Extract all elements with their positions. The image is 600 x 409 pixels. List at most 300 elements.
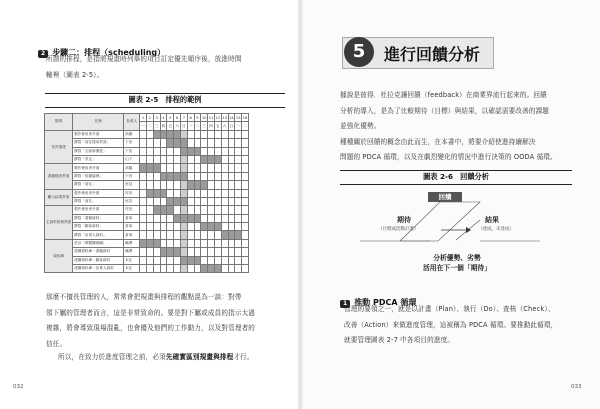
- day-cell: [221, 172, 228, 180]
- day-cell: [153, 248, 160, 256]
- day-cell: [167, 147, 174, 155]
- day-number-header: 11: [208, 114, 215, 122]
- day-cell: [214, 147, 221, 155]
- schedule-bar-cell: [180, 172, 187, 180]
- day-cell: [208, 172, 215, 180]
- schedule-bar-cell: [180, 197, 187, 205]
- day-cell: [194, 239, 201, 247]
- day-cell: [242, 130, 249, 138]
- day-cell: [242, 181, 249, 189]
- day-number-header: 16: [242, 114, 249, 122]
- task-cell: 撰寫「顧客資料」: [73, 223, 124, 231]
- day-cell: [187, 265, 194, 273]
- table-row: [45, 265, 249, 273]
- day-cell: [235, 189, 242, 197]
- task-cell: 設計（實體關係圖）: [73, 239, 124, 247]
- task-cell: 建構資料庫－顧客資料: [73, 256, 124, 264]
- day-cell: [174, 147, 181, 155]
- weekday-header: 六: [221, 122, 228, 130]
- day-cell: [180, 248, 187, 256]
- task-cell: 撰寫「前往」: [73, 181, 124, 189]
- day-cell: [214, 206, 221, 214]
- text-line: 信任。: [46, 339, 67, 348]
- day-cell: [208, 214, 215, 222]
- table-row: [45, 239, 249, 247]
- day-cell: [194, 164, 201, 172]
- schedule-bar-cell: [153, 239, 160, 247]
- day-cell: [201, 214, 208, 222]
- category-cell: 書籍搜尋頁面: [45, 164, 73, 189]
- day-cell: [194, 265, 201, 273]
- day-cell: [160, 147, 167, 155]
- table-row: [45, 147, 249, 155]
- task-cell: 建構資料庫－負責人資料: [73, 265, 124, 273]
- day-cell: [153, 231, 160, 239]
- day-cell: [174, 155, 181, 163]
- day-cell: [228, 155, 235, 163]
- day-cell: [153, 147, 160, 155]
- day-cell: [228, 223, 235, 231]
- day-number-header: 15: [235, 114, 242, 122]
- day-cell: [214, 256, 221, 264]
- day-cell: [187, 130, 194, 138]
- day-cell: [214, 139, 221, 147]
- day-cell: [140, 248, 147, 256]
- table-title-rule: [45, 107, 285, 108]
- day-number-header: 3: [153, 114, 160, 122]
- day-cell: [221, 197, 228, 205]
- schedule-bar-cell: [167, 197, 174, 205]
- day-cell: [140, 130, 147, 138]
- owner-cell: 村田: [124, 206, 140, 214]
- schedule-bar-cell: [153, 206, 160, 214]
- section-number-badge: 1: [340, 300, 350, 308]
- body-paragraph: [344, 302, 584, 349]
- weekday-header: 五: [214, 122, 221, 130]
- day-cell: [187, 223, 194, 231]
- day-cell: [153, 139, 160, 147]
- day-cell: [194, 231, 201, 239]
- schedule-bar-cell: [146, 239, 153, 247]
- category-cell: 主資料管理頁面: [45, 206, 73, 240]
- owner-cell: 下田: [124, 139, 140, 147]
- book-spine: [297, 0, 303, 409]
- day-cell: [214, 172, 221, 180]
- table-row: [45, 248, 249, 256]
- day-cell: [235, 265, 242, 273]
- day-cell: [167, 155, 174, 163]
- schedule-bar-cell: [194, 214, 201, 222]
- day-cell: [160, 181, 167, 189]
- day-cell: [167, 181, 174, 189]
- day-cell: [214, 248, 221, 256]
- day-cell: [208, 248, 215, 256]
- day-cell: [228, 206, 235, 214]
- day-cell: [180, 239, 187, 247]
- day-cell: [208, 231, 215, 239]
- day-cell: [140, 223, 147, 231]
- day-cell: [146, 155, 153, 163]
- owner-cell: 賴澤: [124, 239, 140, 247]
- day-cell: [214, 181, 221, 189]
- schedule-bar-cell: [180, 256, 187, 264]
- task-cell: 撰寫「前往搜尋頁面」: [73, 139, 124, 147]
- schedule-bar-cell: [146, 189, 153, 197]
- day-cell: [174, 265, 181, 273]
- table-row: [45, 172, 249, 180]
- day-cell: [140, 181, 147, 189]
- weekday-header: 二: [146, 122, 153, 130]
- day-cell: [201, 206, 208, 214]
- expectation-sub-label: （目標或活動計畫）: [378, 227, 419, 232]
- day-number-header: 2: [146, 114, 153, 122]
- table-row: [45, 214, 249, 222]
- day-cell: [242, 164, 249, 172]
- day-cell: [214, 214, 221, 222]
- schedule-bar-cell: [140, 239, 147, 247]
- schedule-bar-cell: [187, 256, 194, 264]
- day-cell: [160, 223, 167, 231]
- day-cell: [235, 130, 242, 138]
- day-cell: [235, 206, 242, 214]
- day-cell: [242, 147, 249, 155]
- day-cell: [208, 206, 215, 214]
- owner-cell: 山下: [124, 155, 140, 163]
- owner-cell: 倉塚: [124, 223, 140, 231]
- day-cell: [235, 164, 242, 172]
- schedule-bar-cell: [201, 155, 208, 163]
- intro-paragraph: [46, 52, 281, 83]
- day-cell: [160, 214, 167, 222]
- day-cell: [221, 256, 228, 264]
- day-cell: [180, 164, 187, 172]
- day-cell: [160, 231, 167, 239]
- day-cell: [228, 139, 235, 147]
- day-cell: [221, 223, 228, 231]
- day-cell: [201, 189, 208, 197]
- schedule-bar-cell: [167, 172, 174, 180]
- day-cell: [187, 172, 194, 180]
- owner-cell: 倉塚: [124, 214, 140, 222]
- diagram-parallelogram: [400, 202, 480, 241]
- text-line: 並強化優勢。: [340, 122, 381, 130]
- day-cell: [235, 172, 242, 180]
- schedule-bar-cell: [167, 206, 174, 214]
- day-cell: [140, 197, 147, 205]
- day-cell: [153, 172, 160, 180]
- day-number-header: 14: [228, 114, 235, 122]
- day-cell: [167, 223, 174, 231]
- figure-title-rule: [340, 184, 572, 185]
- schedule-bar-cell: [160, 172, 167, 180]
- weekday-header: 六: [174, 122, 181, 130]
- day-cell: [242, 248, 249, 256]
- column-header-category: 類別: [45, 114, 73, 131]
- column-header-task: 任務: [73, 114, 124, 131]
- owner-cell: 里見: [124, 181, 140, 189]
- text-line: 據說是彼得．杜拉克讓回饋（feedback）在商業界流行起來的。回饋: [340, 91, 547, 99]
- day-cell: [180, 189, 187, 197]
- task-cell: 撰寫「全面新優惠」: [73, 147, 124, 155]
- category-cell: 資料庫: [45, 239, 73, 273]
- schedule-bar-cell: [201, 181, 208, 189]
- day-cell: [242, 231, 249, 239]
- day-cell: [242, 197, 249, 205]
- weekday-header: 五: [167, 122, 174, 130]
- text-line: 就要管理圖表 2-7 中各項目的進度。: [344, 336, 455, 344]
- day-cell: [194, 248, 201, 256]
- day-cell: [167, 164, 174, 172]
- day-number-header: 6: [174, 114, 181, 122]
- day-cell: [187, 197, 194, 205]
- task-cell: 撰寫「書籍資料」: [73, 214, 124, 222]
- day-cell: [208, 181, 215, 189]
- table-row: [45, 164, 249, 172]
- day-cell: [187, 248, 194, 256]
- table-header-row: [45, 114, 249, 122]
- day-cell: [235, 248, 242, 256]
- day-cell: [228, 164, 235, 172]
- day-cell: [167, 265, 174, 273]
- schedule-bar-cell: [201, 223, 208, 231]
- schedule-bar-cell: [153, 130, 160, 138]
- table-row: [45, 155, 249, 163]
- day-number-header: 9: [194, 114, 201, 122]
- schedule-bar-cell: [187, 214, 194, 222]
- text-run: 才行。: [233, 353, 254, 361]
- intro-paragraph: [340, 88, 580, 166]
- day-cell: [174, 206, 181, 214]
- day-cell: [180, 206, 187, 214]
- right-page: [300, 0, 600, 409]
- day-cell: [228, 239, 235, 247]
- schedule-bar-cell: [167, 248, 174, 256]
- day-cell: [194, 189, 201, 197]
- task-cell: 製作使用者介面: [73, 206, 124, 214]
- schedule-bar-cell: [167, 139, 174, 147]
- day-cell: [140, 172, 147, 180]
- task-cell: 製作使用者介面: [73, 189, 124, 197]
- day-cell: [194, 206, 201, 214]
- feedback-header-box: 回饋: [428, 192, 462, 202]
- day-cell: [221, 130, 228, 138]
- day-cell: [208, 130, 215, 138]
- day-cell: [187, 164, 194, 172]
- text-line: 管理的要領之一，就是以計畫（Plan）、執行（Do）、查核（Check）、: [344, 305, 555, 313]
- weekday-header: 四: [208, 122, 215, 130]
- emphasis-text: 先確實區別規畫與排程: [165, 353, 234, 361]
- day-cell: [146, 130, 153, 138]
- text-line: 所謂的排程，是指將規畫時列舉的項目訂定優先順序後，放進時間: [46, 55, 242, 63]
- day-cell: [146, 181, 153, 189]
- schedule-bar-cell: [140, 164, 147, 172]
- day-cell: [180, 181, 187, 189]
- table-row: [45, 189, 249, 197]
- day-cell: [160, 239, 167, 247]
- day-cell: [221, 206, 228, 214]
- day-cell: [242, 223, 249, 231]
- day-cell: [235, 147, 242, 155]
- day-cell: [187, 139, 194, 147]
- day-cell: [146, 206, 153, 214]
- weekday-header: 二: [194, 122, 201, 130]
- day-cell: [146, 139, 153, 147]
- schedule-bar-cell: [214, 155, 221, 163]
- day-cell: [153, 256, 160, 264]
- day-cell: [221, 164, 228, 172]
- owner-cell: 里見: [124, 197, 140, 205]
- day-cell: [214, 239, 221, 247]
- day-cell: [153, 265, 160, 273]
- day-cell: [140, 256, 147, 264]
- day-cell: [187, 206, 194, 214]
- day-cell: [208, 239, 215, 247]
- day-cell: [201, 147, 208, 155]
- weekday-header: 二: [242, 122, 249, 130]
- day-cell: [146, 265, 153, 273]
- column-header-owner: 負責人: [124, 114, 140, 131]
- day-cell: [160, 139, 167, 147]
- schedule-table-wrap: [44, 113, 249, 273]
- day-cell: [180, 130, 187, 138]
- day-cell: [228, 189, 235, 197]
- weekday-header: 三: [201, 122, 208, 130]
- owner-cell: 本庄: [124, 265, 140, 273]
- schedule-bar-cell: [221, 231, 228, 239]
- day-cell: [153, 214, 160, 222]
- day-cell: [180, 231, 187, 239]
- table-row: [45, 206, 249, 214]
- owner-cell: 賴澤: [124, 248, 140, 256]
- day-cell: [153, 197, 160, 205]
- text-line: 領下屬的管理者而言，這是非常致命的。要是對下屬或成員的指示太過: [46, 308, 256, 317]
- closing-paragraph: [58, 350, 298, 366]
- day-cell: [228, 197, 235, 205]
- weekday-header: 日: [228, 122, 235, 130]
- day-cell: [214, 197, 221, 205]
- day-cell: [140, 265, 147, 273]
- table-row: [45, 197, 249, 205]
- task-cell: 撰寫「負責人資料」: [73, 231, 124, 239]
- text-line: 種種關於回饋的概念由此而生，在本書中，將要介紹使進持續解決: [340, 137, 536, 146]
- schedule-bar-cell: [146, 164, 153, 172]
- result-label: 結果: [485, 216, 499, 224]
- day-cell: [242, 265, 249, 273]
- day-cell: [228, 256, 235, 264]
- day-cell: [221, 239, 228, 247]
- schedule-bar-cell: [174, 172, 181, 180]
- day-cell: [174, 164, 181, 172]
- schedule-bar-cell: [180, 147, 187, 155]
- day-cell: [221, 181, 228, 189]
- text-line: 問題的 PDCA 循環，以及在劇烈變化的情況中進行決策的 OODA 循環。: [340, 153, 557, 161]
- day-cell: [242, 189, 249, 197]
- schedule-bar-cell: [167, 130, 174, 138]
- day-cell: [187, 189, 194, 197]
- owner-cell: 村田: [124, 189, 140, 197]
- task-cell: 製作使用者介面: [73, 164, 124, 172]
- day-cell: [221, 189, 228, 197]
- section-title: 推動 PDCA 循環: [354, 298, 417, 307]
- day-cell: [214, 231, 221, 239]
- day-cell: [208, 189, 215, 197]
- day-cell: [140, 231, 147, 239]
- day-cell: [167, 239, 174, 247]
- day-number-header: 12: [214, 114, 221, 122]
- day-cell: [187, 155, 194, 163]
- day-cell: [146, 172, 153, 180]
- day-cell: [221, 265, 228, 273]
- schedule-bar-cell: [153, 189, 160, 197]
- day-cell: [167, 256, 174, 264]
- schedule-bar-cell: [187, 181, 194, 189]
- day-number-header: 5: [167, 114, 174, 122]
- schedule-bar-cell: [160, 248, 167, 256]
- day-cell: [153, 155, 160, 163]
- schedule-bar-cell: [174, 248, 181, 256]
- day-cell: [242, 139, 249, 147]
- day-cell: [140, 214, 147, 222]
- day-cell: [235, 214, 242, 222]
- day-cell: [194, 155, 201, 163]
- day-cell: [221, 147, 228, 155]
- day-cell: [174, 181, 181, 189]
- day-cell: [201, 197, 208, 205]
- table-title-rule: [45, 93, 285, 94]
- day-cell: [174, 239, 181, 247]
- schedule-bar-cell: [160, 130, 167, 138]
- text-run: 所以，在致力於進度管理之前，必須: [58, 353, 166, 361]
- day-cell: [180, 265, 187, 273]
- day-cell: [174, 231, 181, 239]
- schedule-bar-cell: [160, 189, 167, 197]
- day-number-header: 10: [201, 114, 208, 122]
- table-row: [45, 256, 249, 264]
- text-line: 複雜，將會導致現場混亂，也會擾及他們的工作動力，以及對管理者的: [46, 324, 256, 332]
- day-cell: [235, 139, 242, 147]
- day-cell: [221, 214, 228, 222]
- day-cell: [221, 248, 228, 256]
- schedule-bar-cell: [194, 181, 201, 189]
- chapter-title: 進行回饋分析: [384, 45, 481, 64]
- owner-cell: 本庄: [124, 256, 140, 264]
- day-cell: [242, 172, 249, 180]
- day-cell: [214, 189, 221, 197]
- day-cell: [242, 256, 249, 264]
- text-line: 軸裡（圖表 2-5）。: [46, 70, 104, 79]
- owner-cell: 下田: [124, 172, 140, 180]
- weekday-header: 一: [140, 122, 147, 130]
- day-cell: [235, 155, 242, 163]
- table-row: [45, 223, 249, 231]
- day-cell: [140, 155, 147, 163]
- day-cell: [221, 155, 228, 163]
- day-cell: [208, 256, 215, 264]
- day-cell: [242, 214, 249, 222]
- task-cell: 撰寫「設定」: [73, 155, 124, 163]
- day-cell: [228, 172, 235, 180]
- day-cell: [194, 130, 201, 138]
- task-cell: 製作使用者介面: [73, 130, 124, 138]
- weekday-header: 四: [160, 122, 167, 130]
- day-cell: [235, 256, 242, 264]
- day-cell: [208, 139, 215, 147]
- day-cell: [160, 164, 167, 172]
- owner-cell: 倉塚: [124, 231, 140, 239]
- day-cell: [242, 239, 249, 247]
- category-cell: 顯示結果頁面: [45, 189, 73, 206]
- day-cell: [146, 256, 153, 264]
